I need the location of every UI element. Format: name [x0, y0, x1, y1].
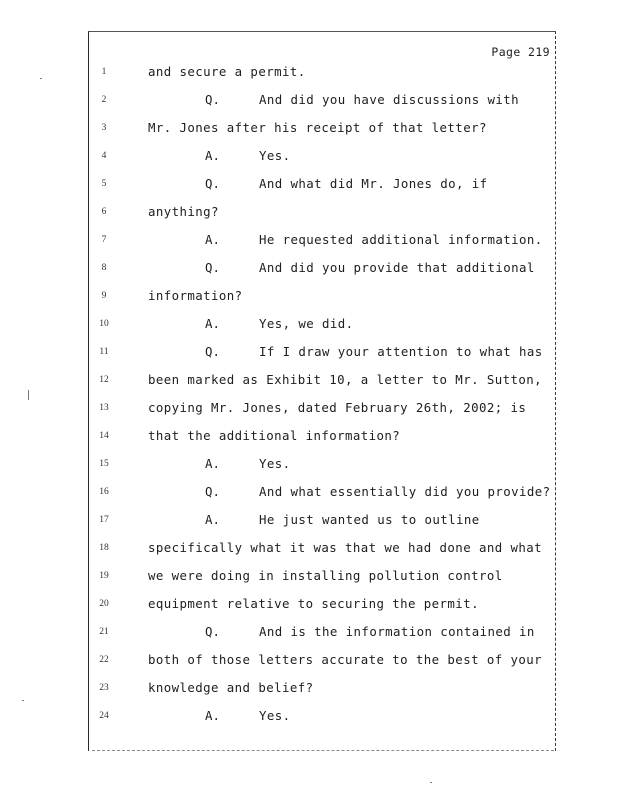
line-number: 11	[99, 347, 109, 357]
line-number: 2	[101, 95, 107, 105]
line-number: 13	[99, 403, 109, 413]
line-text: equipment relative to securing the permit.	[148, 596, 479, 611]
line-number: 20	[99, 599, 109, 609]
transcript-line	[0, 200, 618, 228]
speaker-label: A.	[205, 708, 220, 723]
transcript-line	[0, 144, 618, 172]
line-number: 18	[99, 543, 109, 553]
speaker-label: A.	[205, 232, 220, 247]
line-text: Yes.	[259, 708, 291, 723]
speaker-label: Q.	[205, 484, 220, 499]
scan-speck	[22, 700, 24, 701]
line-text: And did you provide that additional	[259, 260, 535, 275]
speaker-label: Q.	[205, 344, 220, 359]
transcript-line	[0, 648, 618, 676]
line-number: 9	[101, 291, 107, 301]
page-bottom-border	[92, 750, 554, 757]
transcript-line	[0, 284, 618, 312]
line-number: 16	[99, 487, 109, 497]
line-text: Yes.	[259, 148, 291, 163]
line-number: 3	[101, 123, 107, 133]
line-text: And what essentially did you provide?	[259, 484, 551, 499]
line-text: Yes, we did.	[259, 316, 354, 331]
line-number: 1	[101, 67, 107, 77]
transcript-line	[0, 704, 618, 732]
speaker-label: Q.	[205, 92, 220, 107]
transcript-line	[0, 88, 618, 116]
scan-speck	[40, 78, 42, 79]
transcript-line	[0, 620, 618, 648]
transcript-line	[0, 424, 618, 452]
line-number: 21	[99, 627, 109, 637]
line-text: copying Mr. Jones, dated February 26th, 2002; is	[148, 400, 527, 415]
speaker-label: A.	[205, 512, 220, 527]
line-text: both of those letters accurate to the best of your	[148, 652, 542, 667]
transcript-line	[0, 340, 618, 368]
line-number: 7	[101, 235, 107, 245]
line-number: 5	[101, 179, 107, 189]
transcript-line	[0, 480, 618, 508]
line-number: 8	[101, 263, 107, 273]
transcript-line	[0, 172, 618, 200]
line-number: 17	[99, 515, 109, 525]
line-text: we were doing in installing pollution control	[148, 568, 503, 583]
line-number: 19	[99, 571, 109, 581]
transcript-line	[0, 60, 618, 88]
line-text: And is the information contained in	[259, 624, 535, 639]
transcript-line	[0, 228, 618, 256]
line-text: and secure a permit.	[148, 64, 306, 79]
line-number: 23	[99, 683, 109, 693]
line-text: anything?	[148, 204, 219, 219]
transcript-line	[0, 312, 618, 340]
line-number: 6	[101, 207, 107, 217]
line-text: He requested additional information.	[259, 232, 543, 247]
line-number: 4	[101, 151, 107, 161]
transcript-line	[0, 508, 618, 536]
line-text: specifically what it was that we had done and what	[148, 540, 542, 555]
line-text: He just wanted us to outline	[259, 512, 480, 527]
line-number: 14	[99, 431, 109, 441]
line-text: If I draw your attention to what has	[259, 344, 543, 359]
transcript-line	[0, 564, 618, 592]
transcript-line	[0, 676, 618, 704]
scan-speck	[28, 390, 29, 400]
speaker-label: Q.	[205, 176, 220, 191]
line-number: 24	[99, 711, 109, 721]
transcript-line	[0, 396, 618, 424]
transcript-line	[0, 592, 618, 620]
page-number: Page 219	[491, 45, 550, 59]
transcript-line	[0, 536, 618, 564]
speaker-label: A.	[205, 148, 220, 163]
transcript-line	[0, 116, 618, 144]
line-number: 12	[99, 375, 109, 385]
line-text: been marked as Exhibit 10, a letter to Mr. Sutton,	[148, 372, 542, 387]
line-number: 22	[99, 655, 109, 665]
line-text: information?	[148, 288, 243, 303]
line-text: that the additional information?	[148, 428, 401, 443]
line-number: 10	[99, 319, 109, 329]
scan-speck	[430, 782, 432, 783]
line-text: knowledge and belief?	[148, 680, 314, 695]
speaker-label: A.	[205, 456, 220, 471]
speaker-label: A.	[205, 316, 220, 331]
line-text: Yes.	[259, 456, 291, 471]
speaker-label: Q.	[205, 260, 220, 275]
line-text: And did you have discussions with	[259, 92, 520, 107]
transcript-line	[0, 256, 618, 284]
line-text: And what did Mr. Jones do, if	[259, 176, 488, 191]
line-text: Mr. Jones after his receipt of that letter?	[148, 120, 487, 135]
transcript-line	[0, 452, 618, 480]
speaker-label: Q.	[205, 624, 220, 639]
transcript-line	[0, 368, 618, 396]
line-number: 15	[99, 459, 109, 469]
